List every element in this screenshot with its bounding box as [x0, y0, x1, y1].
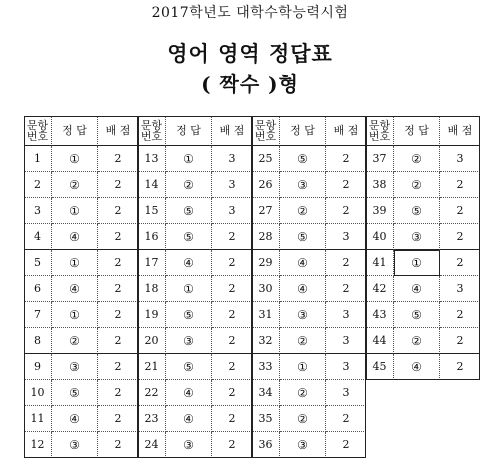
answer-mark: ③: [280, 302, 326, 328]
column-header-answer: 정 답: [394, 116, 440, 146]
column-header-number: 문항 번호: [24, 116, 52, 146]
answer-mark: ①: [394, 250, 440, 276]
points-value: 2: [98, 250, 138, 276]
points-value: 3: [440, 276, 480, 302]
question-number: 11: [24, 406, 52, 432]
answer-table: [24, 116, 481, 458]
form-label: ( 짝수 )형: [201, 72, 299, 96]
question-number: 34: [252, 380, 280, 406]
answer-mark: ①: [52, 198, 98, 224]
answer-mark: ①: [280, 354, 326, 380]
answer-mark: ③: [52, 354, 98, 380]
answer-mark: ③: [394, 224, 440, 250]
question-number: 30: [252, 276, 280, 302]
answer-mark: ⑤: [394, 302, 440, 328]
question-number: 40: [366, 224, 394, 250]
answer-mark: ④: [52, 406, 98, 432]
points-value: 2: [98, 354, 138, 380]
question-number: 17: [138, 250, 166, 276]
points-value: 2: [326, 172, 366, 198]
answer-mark: ③: [280, 432, 326, 458]
question-number: 29: [252, 250, 280, 276]
answer-mark: ①: [52, 302, 98, 328]
answer-mark: ④: [280, 250, 326, 276]
question-number: 26: [252, 172, 280, 198]
answer-mark: ④: [394, 276, 440, 302]
answer-mark: ②: [394, 146, 440, 172]
answer-mark: ⑤: [394, 198, 440, 224]
question-number: 8: [24, 328, 52, 354]
points-value: 2: [98, 198, 138, 224]
table-section-1: [24, 116, 138, 458]
points-value: 2: [440, 224, 480, 250]
answer-mark: ④: [166, 250, 212, 276]
points-value: 2: [212, 328, 252, 354]
points-value: 2: [98, 328, 138, 354]
points-value: 2: [98, 172, 138, 198]
table-section-3: [252, 116, 366, 458]
answer-mark: ②: [280, 406, 326, 432]
points-value: 2: [326, 198, 366, 224]
answer-mark: ②: [280, 198, 326, 224]
table-section-4: [366, 116, 480, 458]
points-value: 2: [212, 250, 252, 276]
question-number: 39: [366, 198, 394, 224]
answer-mark: ①: [52, 250, 98, 276]
column-header-points: 배 점: [326, 116, 366, 146]
question-number: 43: [366, 302, 394, 328]
points-value: 2: [212, 276, 252, 302]
answer-mark: ②: [394, 172, 440, 198]
points-value: 2: [98, 276, 138, 302]
answer-mark: ①: [166, 276, 212, 302]
points-value: 2: [440, 328, 480, 354]
points-value: 2: [440, 250, 480, 276]
answer-mark: ⑤: [166, 224, 212, 250]
points-value: 2: [98, 224, 138, 250]
exam-title: 2017학년도 대학수학능력시험: [151, 5, 349, 21]
points-value: 2: [326, 406, 366, 432]
column-header-answer: 정 답: [52, 116, 98, 146]
column-header-number: 문항 번호: [252, 116, 280, 146]
question-number: 6: [24, 276, 52, 302]
question-number: 2: [24, 172, 52, 198]
column-header-points: 배 점: [440, 116, 480, 146]
question-number: 5: [24, 250, 52, 276]
points-value: 2: [98, 146, 138, 172]
points-value: 3: [326, 224, 366, 250]
question-number: 1: [24, 146, 52, 172]
answer-mark: ⑤: [166, 198, 212, 224]
points-value: 2: [228, 438, 236, 451]
question-number: 3: [24, 198, 52, 224]
points-value: 2: [440, 302, 480, 328]
question-number: 10: [24, 380, 52, 406]
points-value: 2: [342, 438, 350, 451]
answer-mark: ②: [166, 172, 212, 198]
answer-mark: ⑤: [280, 146, 326, 172]
answer-mark: ②: [394, 328, 440, 354]
answer-mark: ①: [166, 146, 212, 172]
question-number: 13: [138, 146, 166, 172]
answer-mark: ③: [280, 172, 326, 198]
points-value: 2: [212, 380, 252, 406]
question-number: 4: [24, 224, 52, 250]
points-value: 3: [326, 302, 366, 328]
column-header-answer: 정 답: [280, 116, 326, 146]
question-number: 38: [366, 172, 394, 198]
points-value: 2: [326, 146, 366, 172]
points-value: 2: [114, 438, 122, 451]
points-value: 2: [326, 276, 366, 302]
column-header-number: 문항 번호: [138, 116, 166, 146]
question-number: 28: [252, 224, 280, 250]
question-number: 42: [366, 276, 394, 302]
points-value: 3: [326, 328, 366, 354]
question-number: 32: [252, 328, 280, 354]
points-value: 3: [326, 354, 366, 380]
points-value: 2: [212, 406, 252, 432]
question-number: 23: [138, 406, 166, 432]
points-value: 2: [98, 406, 138, 432]
points-value: 3: [326, 380, 366, 406]
column-header-points: 배 점: [212, 116, 252, 146]
answer-mark: ⑤: [280, 224, 326, 250]
points-value: 2: [456, 360, 464, 373]
question-number: 21: [138, 354, 166, 380]
points-value: 3: [440, 146, 480, 172]
answer-mark: ②: [280, 328, 326, 354]
question-number: 33: [252, 354, 280, 380]
points-value: 3: [212, 146, 252, 172]
question-number: 19: [138, 302, 166, 328]
question-number: 9: [24, 354, 52, 380]
answer-mark: ①: [52, 146, 98, 172]
question-number: 37: [366, 146, 394, 172]
answer-mark: ④: [394, 354, 440, 380]
question-number: 20: [138, 328, 166, 354]
question-number: 15: [138, 198, 166, 224]
points-value: 2: [440, 172, 480, 198]
points-value: 2: [440, 198, 480, 224]
answer-mark: ②: [52, 328, 98, 354]
points-value: 2: [212, 354, 252, 380]
answer-mark: ⑤: [166, 302, 212, 328]
question-number: 16: [138, 224, 166, 250]
question-number: 27: [252, 198, 280, 224]
question-number: 31: [252, 302, 280, 328]
answer-mark: ③: [166, 432, 212, 458]
question-number: 44: [366, 328, 394, 354]
answer-mark: ④: [166, 380, 212, 406]
question-number: 36: [252, 432, 280, 458]
answer-mark: ④: [52, 224, 98, 250]
question-number: 35: [252, 406, 280, 432]
question-number: 7: [24, 302, 52, 328]
column-header-answer: 정 답: [166, 116, 212, 146]
question-number: 41: [366, 250, 394, 276]
question-number: 24: [138, 432, 166, 458]
question-number: 14: [138, 172, 166, 198]
answer-mark: ③: [52, 432, 98, 458]
answer-mark: ⑤: [52, 380, 98, 406]
column-header-points: 배 점: [98, 116, 138, 146]
question-number: 25: [252, 146, 280, 172]
answer-mark: ④: [280, 276, 326, 302]
answer-mark: ③: [166, 328, 212, 354]
table-section-2: [138, 116, 252, 458]
points-value: 2: [326, 250, 366, 276]
answer-mark: ②: [52, 172, 98, 198]
points-value: 3: [212, 198, 252, 224]
question-number: 22: [138, 380, 166, 406]
question-number: 12: [24, 432, 52, 458]
answer-mark: ④: [52, 276, 98, 302]
column-header-number: 문항 번호: [366, 116, 394, 146]
points-value: 2: [212, 302, 252, 328]
points-value: 2: [98, 302, 138, 328]
points-value: 3: [212, 172, 252, 198]
answer-mark: ④: [166, 406, 212, 432]
question-number: 45: [366, 354, 394, 380]
answer-mark: ⑤: [166, 354, 212, 380]
answer-mark: ②: [280, 380, 326, 406]
subject-title: 영어 영역 정답표: [167, 41, 333, 66]
points-value: 2: [212, 224, 252, 250]
points-value: 2: [98, 380, 138, 406]
question-number: 18: [138, 276, 166, 302]
